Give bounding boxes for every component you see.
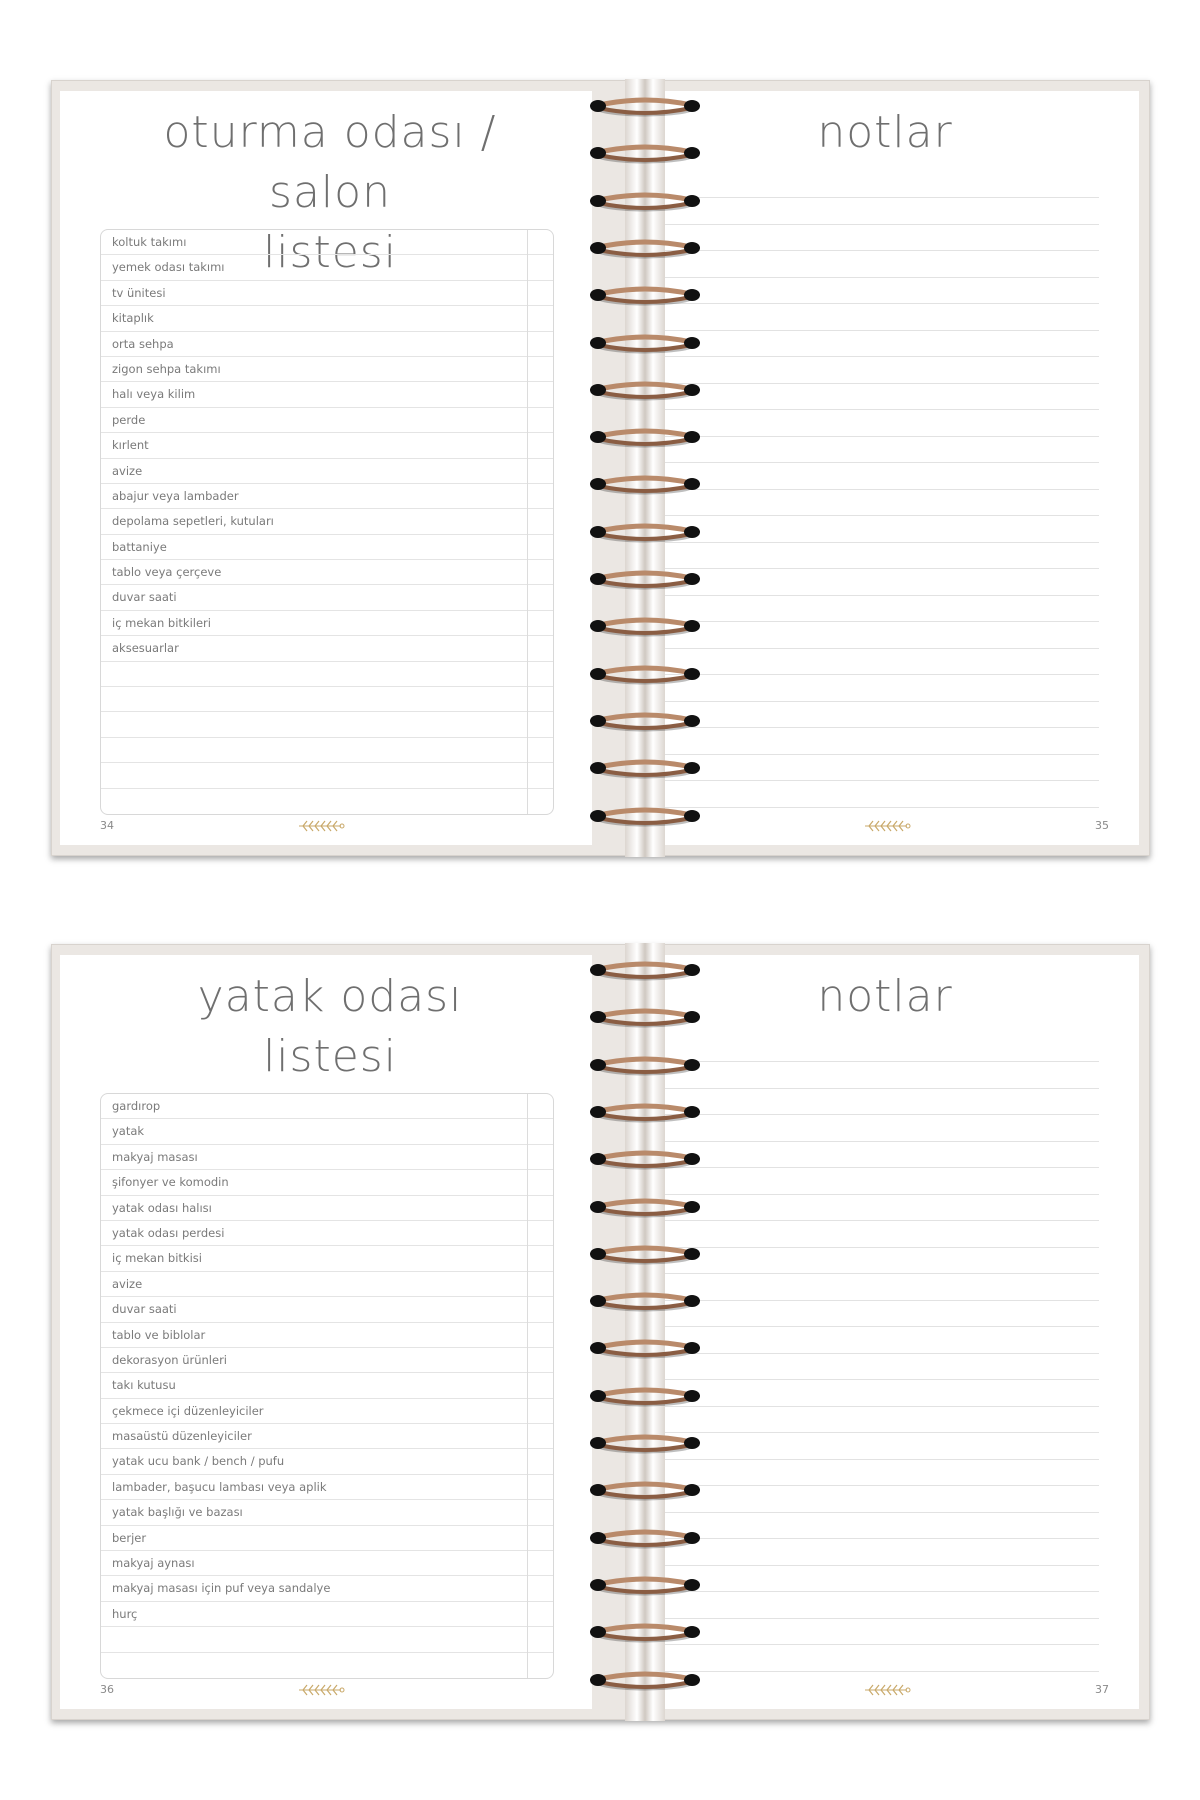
note-line [645, 1061, 1099, 1062]
list-item [101, 662, 553, 687]
note-line [645, 1591, 1099, 1592]
note-line [645, 1565, 1099, 1566]
list-item [101, 1627, 553, 1652]
list-item: orta sehpa [101, 332, 553, 357]
page-number: 35 [1095, 819, 1109, 832]
spiral-ring-icon [589, 1477, 701, 1503]
spiral-ring-icon [589, 1288, 701, 1314]
spiral-ring-icon [589, 1004, 701, 1030]
note-line [645, 1618, 1099, 1619]
list-item: perde [101, 408, 553, 433]
note-line [645, 674, 1099, 675]
list-item: takı kutusu [101, 1373, 553, 1398]
right-page [645, 955, 1139, 1709]
note-line [645, 1114, 1099, 1115]
spiral-ring-icon [589, 1572, 701, 1598]
checklist-table [100, 229, 554, 815]
list-item: koltuk takımı [101, 230, 553, 255]
note-line [645, 754, 1099, 755]
note-line [645, 515, 1099, 516]
note-line [645, 1459, 1099, 1460]
title-line-2: listesi [263, 227, 397, 278]
notebook-spread-1 [51, 80, 1150, 856]
list-item: lambader, başucu lambası veya aplik [101, 1475, 553, 1500]
list-item: yatak [101, 1119, 553, 1144]
checkbox-column-divider [527, 230, 528, 814]
note-line [645, 462, 1099, 463]
note-line [645, 250, 1099, 251]
list-item [101, 687, 553, 712]
note-line [645, 621, 1099, 622]
list-item: avize [101, 1272, 553, 1297]
list-item: tv ünitesi [101, 281, 553, 306]
list-item: halı veya kilim [101, 382, 553, 407]
title-line-1: yatak odası [197, 971, 463, 1022]
list-item [101, 712, 553, 737]
checklist-table [100, 1093, 554, 1679]
note-line [645, 1644, 1099, 1645]
left-page [60, 91, 592, 845]
list-item: duvar saati [101, 585, 553, 610]
spiral-ring-icon [589, 424, 701, 450]
note-line [645, 780, 1099, 781]
note-line [645, 595, 1099, 596]
leaf-ornament-icon [297, 819, 345, 833]
note-line [645, 224, 1099, 225]
page-number: 37 [1095, 1683, 1109, 1696]
note-line [645, 701, 1099, 702]
title-line-1: oturma odası / salon [163, 107, 497, 218]
notebook-spread-2 [51, 944, 1150, 1720]
spiral-ring-icon [589, 519, 701, 545]
list-item: kırlent [101, 433, 553, 458]
spiral-ring-icon [589, 661, 701, 687]
note-line [645, 1088, 1099, 1089]
spiral-ring-icon [589, 1383, 701, 1409]
note-line [645, 542, 1099, 543]
note-line [645, 1326, 1099, 1327]
note-line [645, 303, 1099, 304]
spiral-ring-icon [589, 1619, 701, 1645]
note-line [645, 489, 1099, 490]
note-line [645, 1353, 1099, 1354]
list-item: makyaj masası için puf veya sandalye [101, 1576, 553, 1601]
note-line [645, 1194, 1099, 1195]
note-line [645, 648, 1099, 649]
list-item: duvar saati [101, 1297, 553, 1322]
list-item: makyaj masası [101, 1145, 553, 1170]
leaf-ornament-icon [863, 819, 911, 833]
notes-title: notlar [817, 107, 953, 158]
spiral-ring-icon [589, 803, 701, 829]
spiral-ring-icon [589, 93, 701, 119]
spiral-ring-icon [589, 282, 701, 308]
list-item: çekmece içi düzenleyiciler [101, 1399, 553, 1424]
left-page [60, 955, 592, 1709]
list-item: tablo ve biblolar [101, 1323, 553, 1348]
spiral-ring-icon [589, 188, 701, 214]
list-item: makyaj aynası [101, 1551, 553, 1576]
checkbox-column-divider [527, 1094, 528, 1678]
note-line [645, 409, 1099, 410]
note-line [645, 330, 1099, 331]
list-item: yemek odası takımı [101, 255, 553, 280]
note-line [645, 1379, 1099, 1380]
spiral-ring-icon [589, 1667, 701, 1693]
list-item [101, 763, 553, 788]
note-line [645, 568, 1099, 569]
list-item: aksesuarlar [101, 636, 553, 661]
spiral-ring-icon [589, 330, 701, 356]
list-item: yatak odası perdesi [101, 1221, 553, 1246]
list-item: yatak odası halısı [101, 1196, 553, 1221]
leaf-ornament-icon [863, 1683, 911, 1697]
spiral-ring-icon [589, 755, 701, 781]
note-line [645, 1485, 1099, 1486]
note-line [645, 807, 1099, 808]
spiral-ring-icon [589, 235, 701, 261]
note-line [645, 197, 1099, 198]
list-item: depolama sepetleri, kutuları [101, 509, 553, 534]
notes-title: notlar [817, 971, 953, 1022]
note-line [645, 1538, 1099, 1539]
list-item [101, 738, 553, 763]
note-line [645, 1220, 1099, 1221]
list-item: battaniye [101, 535, 553, 560]
right-page [645, 91, 1139, 845]
list-item: şifonyer ve komodin [101, 1170, 553, 1195]
note-line [645, 1273, 1099, 1274]
list-item: kitaplık [101, 306, 553, 331]
page-number: 34 [100, 819, 114, 832]
list-item: dekorasyon ürünleri [101, 1348, 553, 1373]
list-item: avize [101, 459, 553, 484]
spiral-ring-icon [589, 1052, 701, 1078]
spiral-ring-icon [589, 1099, 701, 1125]
leaf-ornament-icon [297, 1683, 345, 1697]
list-item: yatak başlığı ve bazası [101, 1500, 553, 1525]
list-item: gardırop [101, 1094, 553, 1119]
spiral-binding [589, 943, 701, 1721]
note-line [645, 436, 1099, 437]
spiral-binding [589, 79, 701, 857]
note-line [645, 383, 1099, 384]
list-item: berjer [101, 1526, 553, 1551]
note-line [645, 727, 1099, 728]
list-item: iç mekan bitkisi [101, 1246, 553, 1271]
spiral-ring-icon [589, 1525, 701, 1551]
note-line [645, 1247, 1099, 1248]
note-line [645, 277, 1099, 278]
title-line-2: listesi [263, 1031, 397, 1082]
note-line [645, 1167, 1099, 1168]
spiral-ring-icon [589, 1194, 701, 1220]
list-item: hurç [101, 1602, 553, 1627]
note-line [645, 1671, 1099, 1672]
list-item [101, 1653, 553, 1678]
list-item [101, 789, 553, 814]
note-line [645, 1512, 1099, 1513]
note-line [645, 1141, 1099, 1142]
list-item: abajur veya lambader [101, 484, 553, 509]
list-item: zigon sehpa takımı [101, 357, 553, 382]
spiral-ring-icon [589, 140, 701, 166]
spiral-ring-icon [589, 377, 701, 403]
page-number: 36 [100, 1683, 114, 1696]
note-line [645, 356, 1099, 357]
list-item: tablo veya çerçeve [101, 560, 553, 585]
list-item: yatak ucu bank / bench / pufu [101, 1449, 553, 1474]
note-line [645, 1406, 1099, 1407]
spiral-ring-icon [589, 1146, 701, 1172]
spiral-ring-icon [589, 1241, 701, 1267]
note-line [645, 1300, 1099, 1301]
list-item: iç mekan bitkileri [101, 611, 553, 636]
page-title [100, 967, 560, 1087]
spiral-ring-icon [589, 566, 701, 592]
spiral-ring-icon [589, 1430, 701, 1456]
spiral-ring-icon [589, 613, 701, 639]
spiral-ring-icon [589, 1335, 701, 1361]
list-item: masaüstü düzenleyiciler [101, 1424, 553, 1449]
note-line [645, 1432, 1099, 1433]
spiral-ring-icon [589, 957, 701, 983]
spiral-ring-icon [589, 708, 701, 734]
spiral-ring-icon [589, 471, 701, 497]
